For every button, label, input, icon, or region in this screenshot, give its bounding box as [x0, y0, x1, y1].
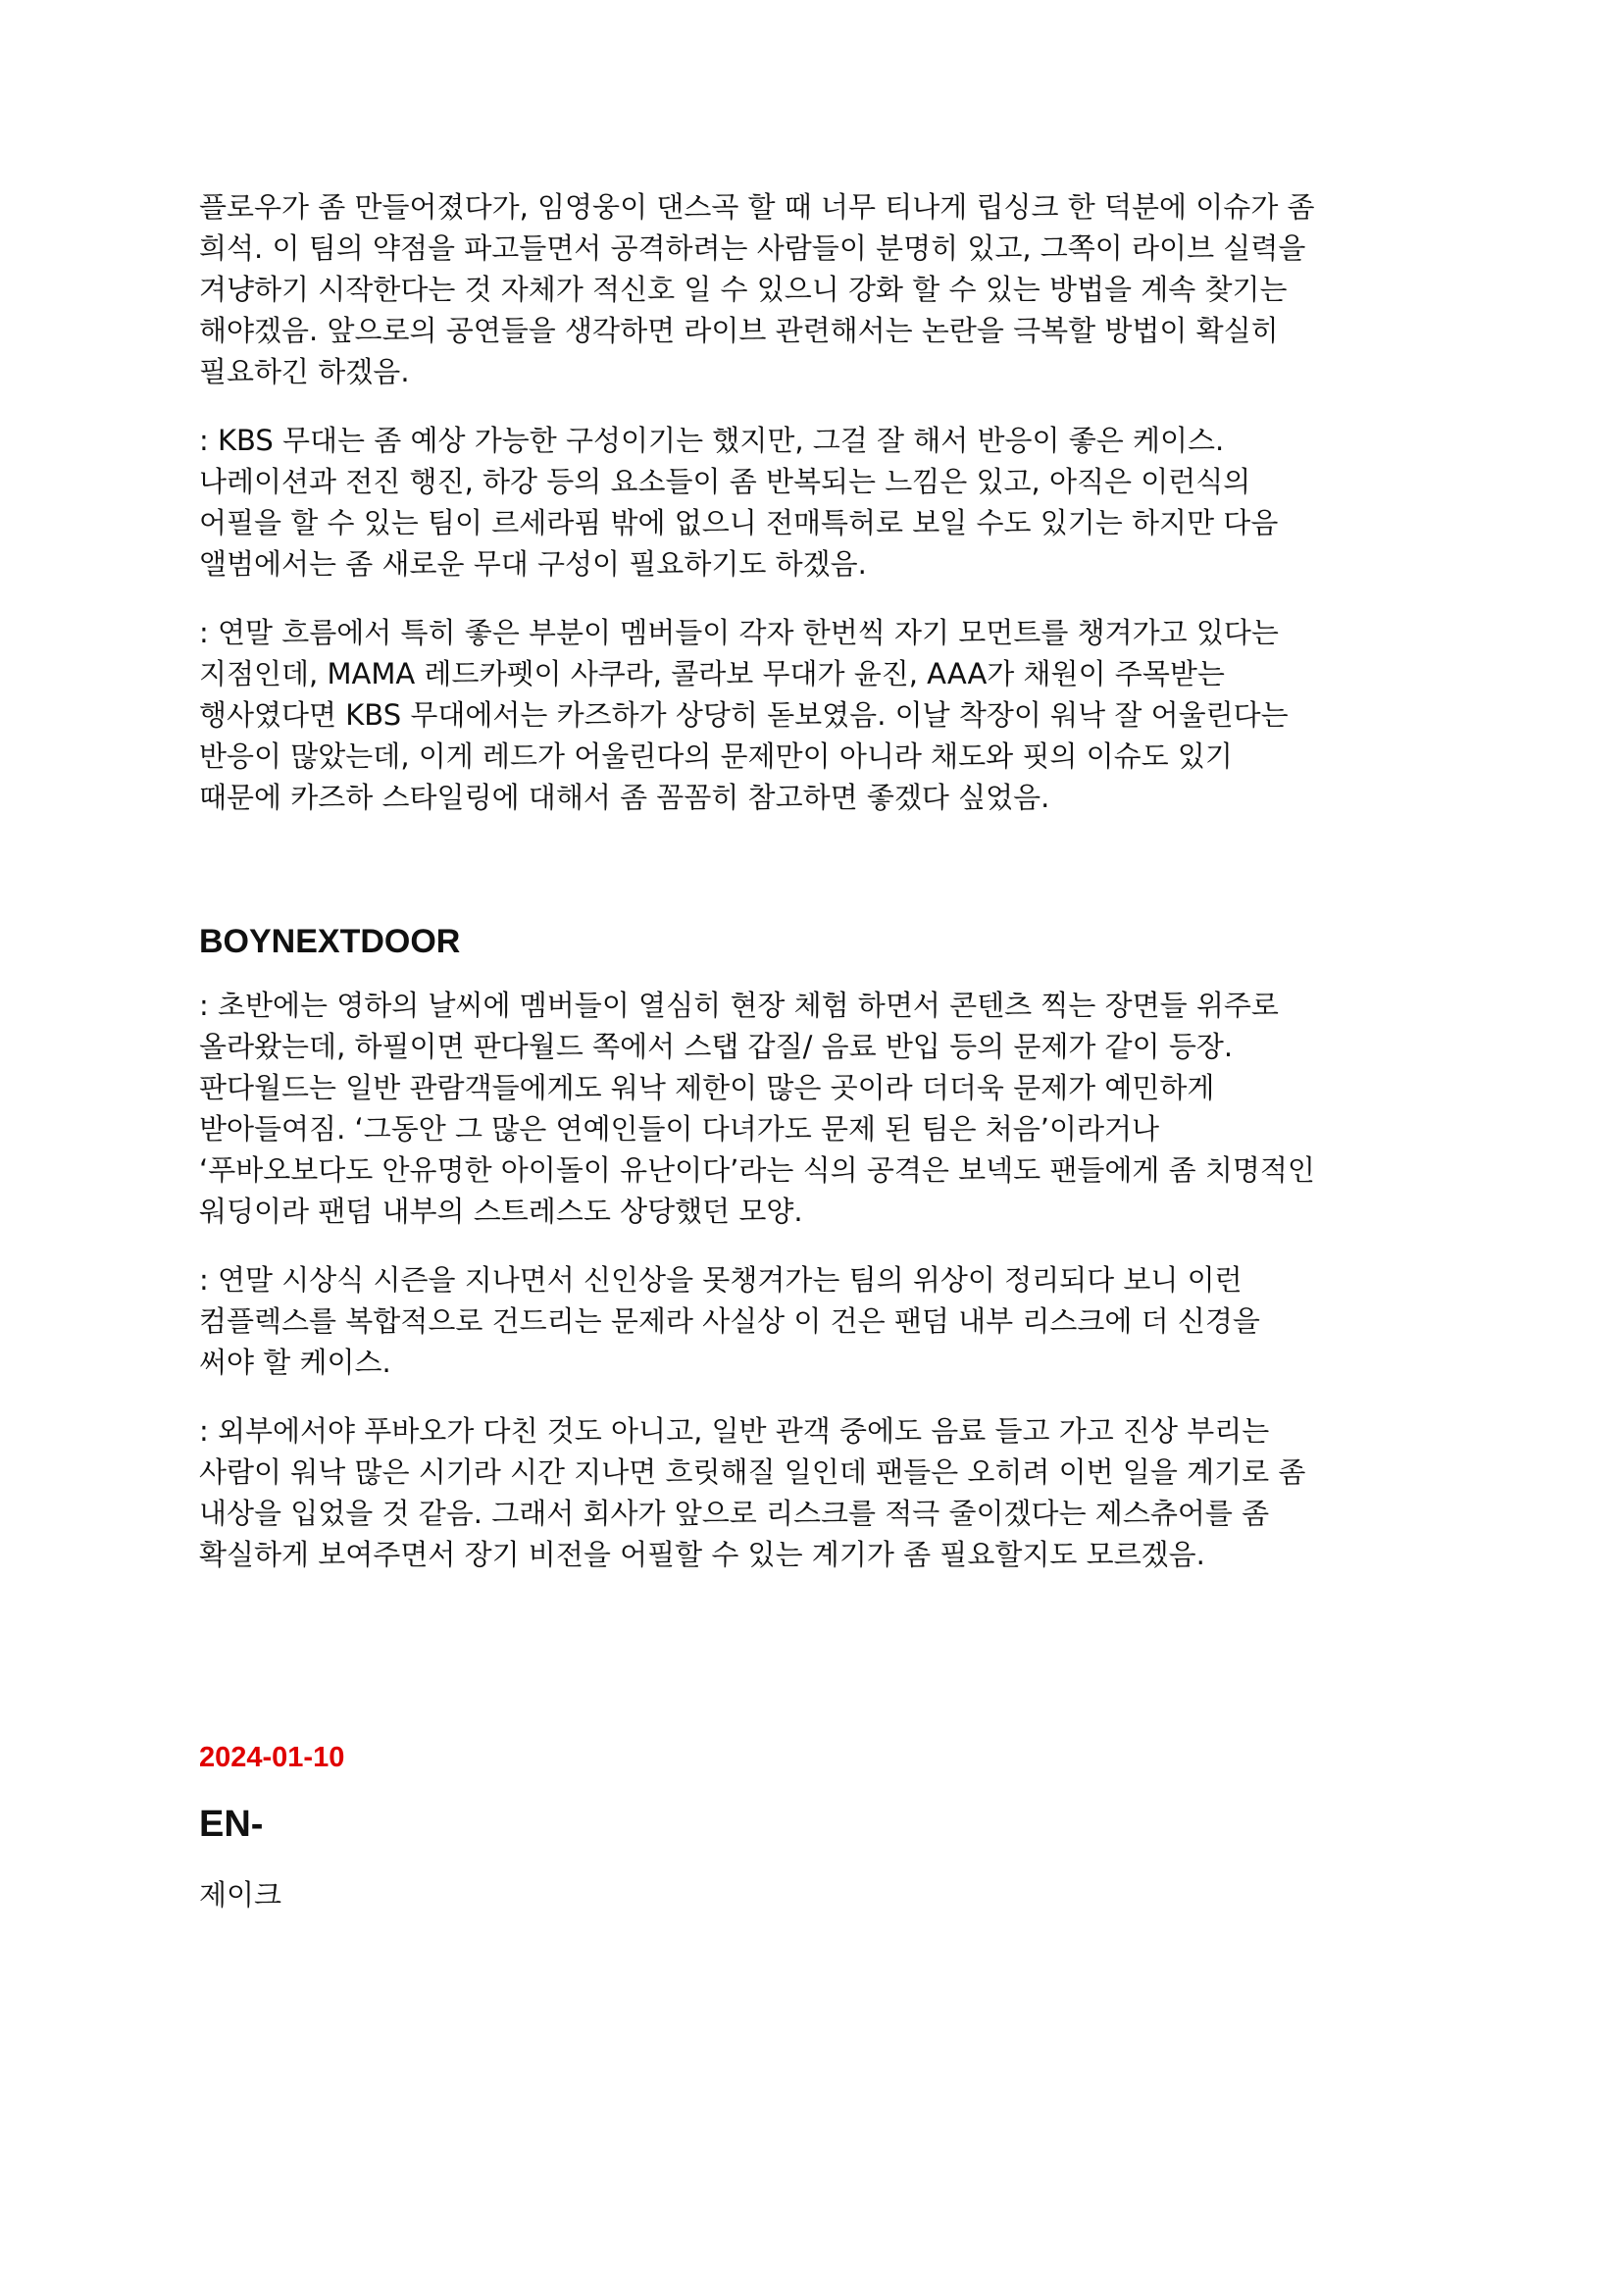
paragraph — [199, 985, 1435, 1232]
text-line: 올라왔는데, 하필이면 판다월드 쪽에서 스탭 갑질/ 음료 반입 등의 문제가 같이 등장. — [199, 1030, 1234, 1063]
text-line: 반응이 많았는데, 이게 레드가 어울린다의 문제만이 아니라 채도와 핏의 이슈도 있기 — [199, 739, 1233, 773]
text-line: 지점인데, MAMA 레드카펫이 사쿠라, 콜라보 무대가 윤진, AAA가 채원이 주목받는 — [199, 657, 1225, 690]
text-line: : 연말 시상식 시즌을 지나면서 신인상을 못챙겨가는 팀의 위상이 정리되다 보니 이런 — [199, 1263, 1243, 1297]
section-heading: BOYNEXTDOOR — [199, 923, 461, 960]
paragraph — [199, 186, 1435, 392]
text-line: ‘푸바오보다도 안유명한 아이돌이 유난이다’라는 식의 공격은 보넥도 팬들에게 좀 치명적인 — [199, 1153, 1315, 1187]
text-line: : 외부에서야 푸바오가 다친 것도 아니고, 일반 관객 중에도 음료 들고 가고 진상 부리는 — [199, 1414, 1270, 1448]
text-line: : KBS 무대는 좀 예상 가능한 구성이기는 했지만, 그걸 잘 해서 반응이 좋은 케이스. — [199, 424, 1225, 457]
text-line: 해야겠음. 앞으로의 공연들을 생각하면 라이브 관련해서는 논란을 극복할 방법이 확실히 — [199, 314, 1279, 347]
text-line: 희석. 이 팀의 약점을 파고들면서 공격하려는 사람들이 분명히 있고, 그쪽이 라이브 실력을 — [199, 231, 1306, 265]
text-line: 써야 할 케이스. — [199, 1346, 391, 1379]
entry-date: 2024-01-10 — [199, 1742, 345, 1773]
text-line: 워딩이라 팬덤 내부의 스트레스도 상당했던 모양. — [199, 1195, 803, 1228]
text-line: 필요하긴 하겠음. — [199, 355, 410, 388]
paragraph — [199, 612, 1435, 818]
text-line: 플로우가 좀 만들어졌다가, 임영웅이 댄스곡 할 때 너무 티나게 립싱크 한 덕분에 이슈가 좀 — [199, 190, 1315, 224]
member-name: 제이크 — [199, 1878, 282, 1912]
text-line: 나레이션과 전진 행진, 하강 등의 요소들이 좀 반복되는 느낌은 있고, 아직은 이런식의 — [199, 465, 1251, 498]
text-line: 받아들여짐. ‘그동안 그 많은 연예인들이 다녀가도 문제 된 팀은 처음’이라거나 — [199, 1112, 1160, 1146]
text-line: : 초반에는 영하의 날씨에 멤버들이 열심히 현장 체험 하면서 콘텐츠 찍는 장면들 위주로 — [199, 989, 1279, 1022]
paragraph — [199, 420, 1435, 585]
text-line: 판다월드는 일반 관람객들에게도 워낙 제한이 많은 곳이라 더더욱 문제가 예민하게 — [199, 1071, 1215, 1104]
group-heading: EN- — [199, 1804, 264, 1845]
text-line: 어필을 할 수 있는 팀이 르세라핌 밖에 없으니 전매특허로 보일 수도 있기는 하지만 다음 — [199, 506, 1279, 539]
text-line: 사람이 워낙 많은 시기라 시간 지나면 흐릿해질 일인데 팬들은 오히려 이번 일을 계기로 좀 — [199, 1455, 1306, 1489]
text-line: : 연말 흐름에서 특히 좋은 부분이 멤버들이 각자 한번씩 자기 모먼트를 챙겨가고 있다는 — [199, 616, 1279, 649]
text-line: 확실하게 보여주면서 장기 비전을 어필할 수 있는 계기가 좀 필요할지도 모르겠음. — [199, 1538, 1205, 1571]
text-line: 앨범에서는 좀 새로운 무대 구성이 필요하기도 하겠음. — [199, 547, 867, 581]
text-line: 때문에 카즈하 스타일링에 대해서 좀 꼼꼼히 참고하면 좋겠다 싶었음. — [199, 781, 1050, 814]
text-line: 컴플렉스를 복합적으로 건드리는 문제라 사실상 이 건은 팬덤 내부 리스크에 더 신경을 — [199, 1304, 1260, 1338]
paragraph — [199, 1410, 1435, 1575]
paragraph — [199, 1259, 1435, 1383]
text-line: 겨냥하기 시작한다는 것 자체가 적신호 일 수 있으니 강화 할 수 있는 방법을 계속 찾기는 — [199, 273, 1288, 306]
text-line: 내상을 입었을 것 같음. 그래서 회사가 앞으로 리스크를 적극 줄이겠다는 제스츄어를 좀 — [199, 1497, 1270, 1530]
text-line: 행사였다면 KBS 무대에서는 카즈하가 상당히 돋보였음. 이날 착장이 워낙 잘 어울린다는 — [199, 698, 1289, 732]
document-page — [199, 186, 1435, 1913]
